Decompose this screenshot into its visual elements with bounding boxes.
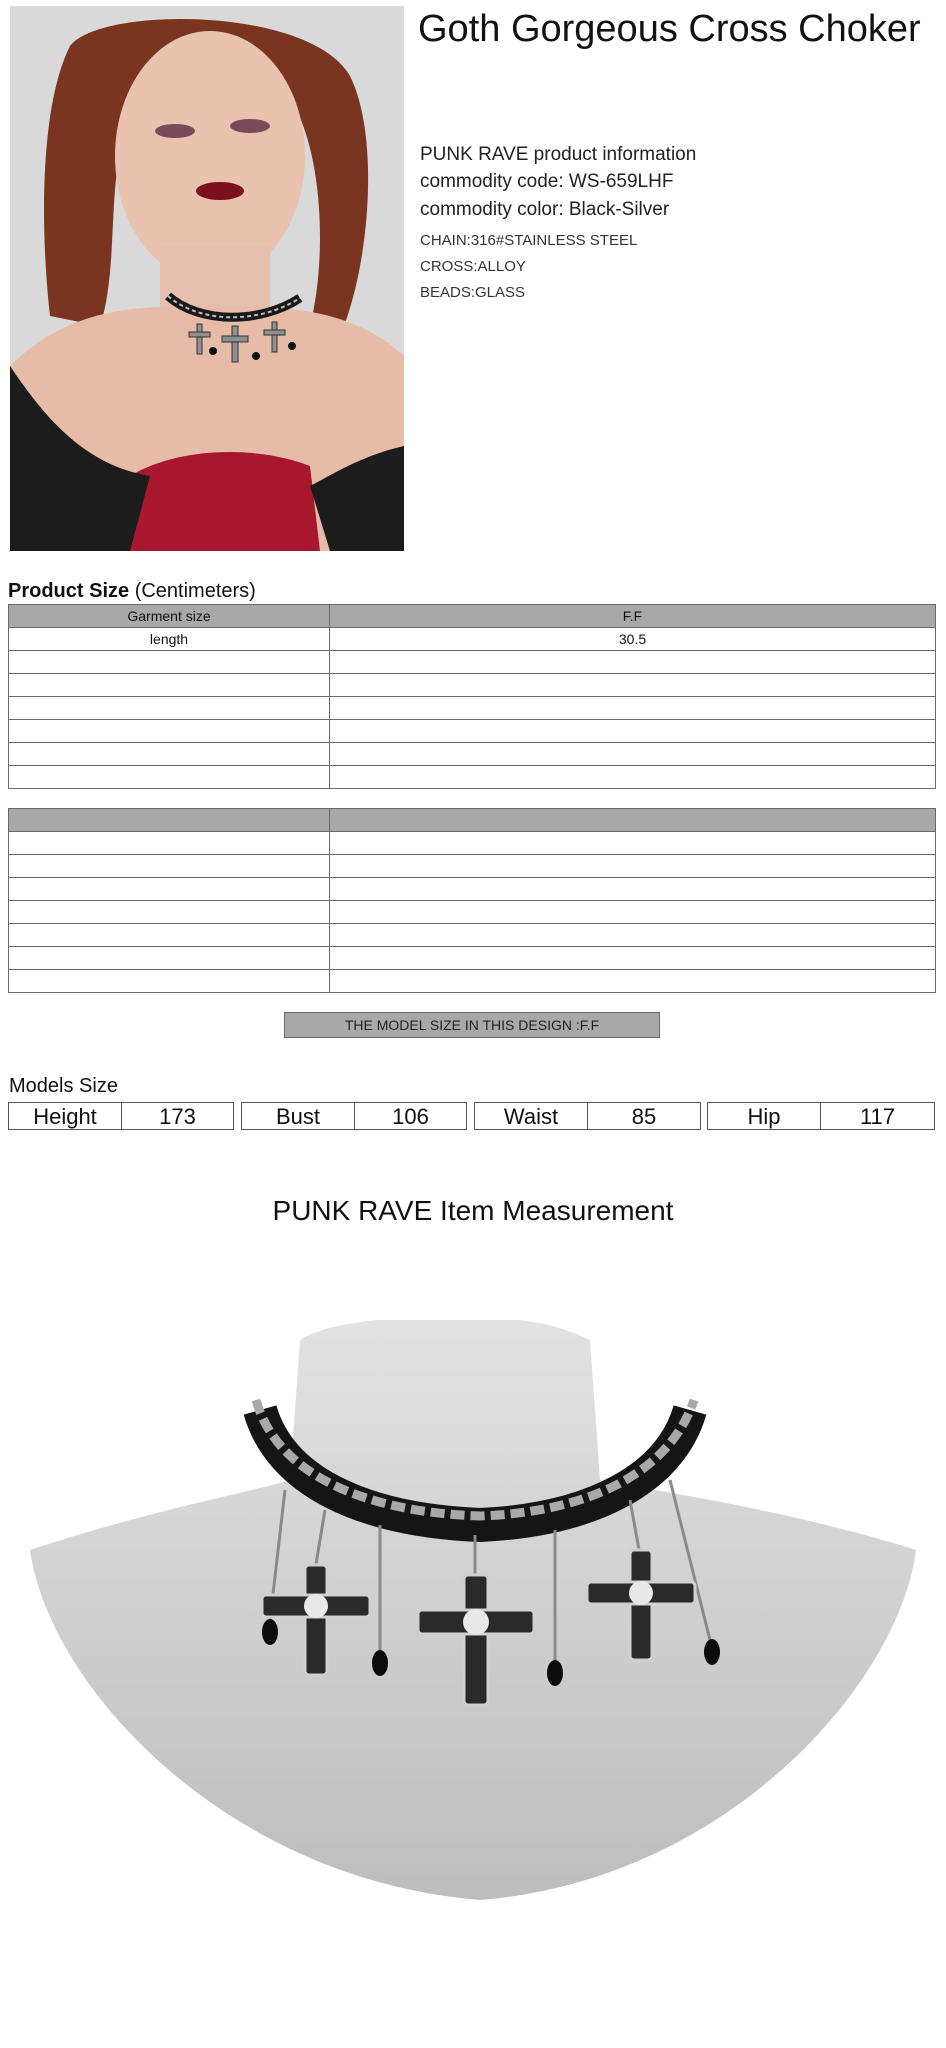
info-heading: PUNK RAVE product information <box>420 144 697 165</box>
secondary-row-label <box>9 832 330 855</box>
table-row <box>9 651 936 674</box>
size-row-value <box>330 651 936 674</box>
product-size-heading <box>8 580 256 603</box>
size-header-garment: Garment size <box>9 605 330 628</box>
secondary-row-label <box>9 901 330 924</box>
secondary-header-right <box>330 809 936 832</box>
model-size-note: THE MODEL SIZE IN THIS DESIGN :F.F <box>284 1012 660 1038</box>
secondary-row-label <box>9 855 330 878</box>
secondary-table-header <box>9 809 936 832</box>
size-row-label <box>9 697 330 720</box>
secondary-row-value <box>330 924 936 947</box>
model-photo <box>10 6 404 551</box>
secondary-size-table <box>8 808 936 993</box>
commodity-color: commodity color: Black-Silver <box>420 199 670 220</box>
table-row <box>9 970 936 993</box>
size-table-header <box>9 605 936 628</box>
secondary-row-value <box>330 832 936 855</box>
size-header-ff: F.F <box>330 605 936 628</box>
model-bust-value: 106 <box>354 1102 467 1130</box>
secondary-row-value <box>330 878 936 901</box>
size-row-label <box>9 743 330 766</box>
material-cross: CROSS:ALLOY <box>420 258 526 275</box>
secondary-row-label <box>9 947 330 970</box>
secondary-row-value <box>330 947 936 970</box>
secondary-row-value <box>330 855 936 878</box>
size-row-value: 30.5 <box>330 628 936 651</box>
model-waist-label: Waist <box>474 1102 588 1130</box>
model-hip-label: Hip <box>707 1102 821 1130</box>
secondary-row-label <box>9 970 330 993</box>
table-row <box>9 878 936 901</box>
size-row-value <box>330 697 936 720</box>
size-table <box>8 604 936 789</box>
secondary-row-label <box>9 924 330 947</box>
model-bust-label: Bust <box>241 1102 355 1130</box>
secondary-row-value <box>330 970 936 993</box>
secondary-row-label <box>9 878 330 901</box>
table-row <box>9 628 936 651</box>
measurement-heading: PUNK RAVE Item Measurement <box>272 1195 674 1226</box>
product-title: Goth Gorgeous Cross Choker <box>418 8 921 50</box>
models-size-heading: Models Size <box>9 1075 118 1097</box>
secondary-header-left <box>9 809 330 832</box>
table-row <box>9 924 936 947</box>
size-row-value <box>330 674 936 697</box>
size-row-label: length <box>9 628 330 651</box>
commodity-code: commodity code: WS-659LHF <box>420 171 674 192</box>
table-row <box>9 766 936 789</box>
model-height-label: Height <box>8 1102 122 1130</box>
table-row <box>9 697 936 720</box>
material-chain: CHAIN:316#STAINLESS STEEL <box>420 232 638 249</box>
table-row <box>9 720 936 743</box>
size-row-label <box>9 720 330 743</box>
model-height-value: 173 <box>121 1102 234 1130</box>
product-size-label: Product Size <box>8 580 130 602</box>
size-row-label <box>9 674 330 697</box>
model-hip-value: 117 <box>820 1102 935 1130</box>
product-size-unit: (Centimeters) <box>134 580 256 602</box>
product-mannequin-photo <box>30 1320 916 1900</box>
model-waist-value: 85 <box>587 1102 701 1130</box>
table-row <box>9 947 936 970</box>
material-beads: BEADS:GLASS <box>420 284 526 301</box>
table-row <box>9 832 936 855</box>
size-row-value <box>330 720 936 743</box>
size-row-label <box>9 766 330 789</box>
size-row-value <box>330 766 936 789</box>
size-row-value <box>330 743 936 766</box>
table-row <box>9 901 936 924</box>
size-row-label <box>9 651 330 674</box>
secondary-row-value <box>330 901 936 924</box>
table-row <box>9 674 936 697</box>
table-row <box>9 743 936 766</box>
table-row <box>9 855 936 878</box>
